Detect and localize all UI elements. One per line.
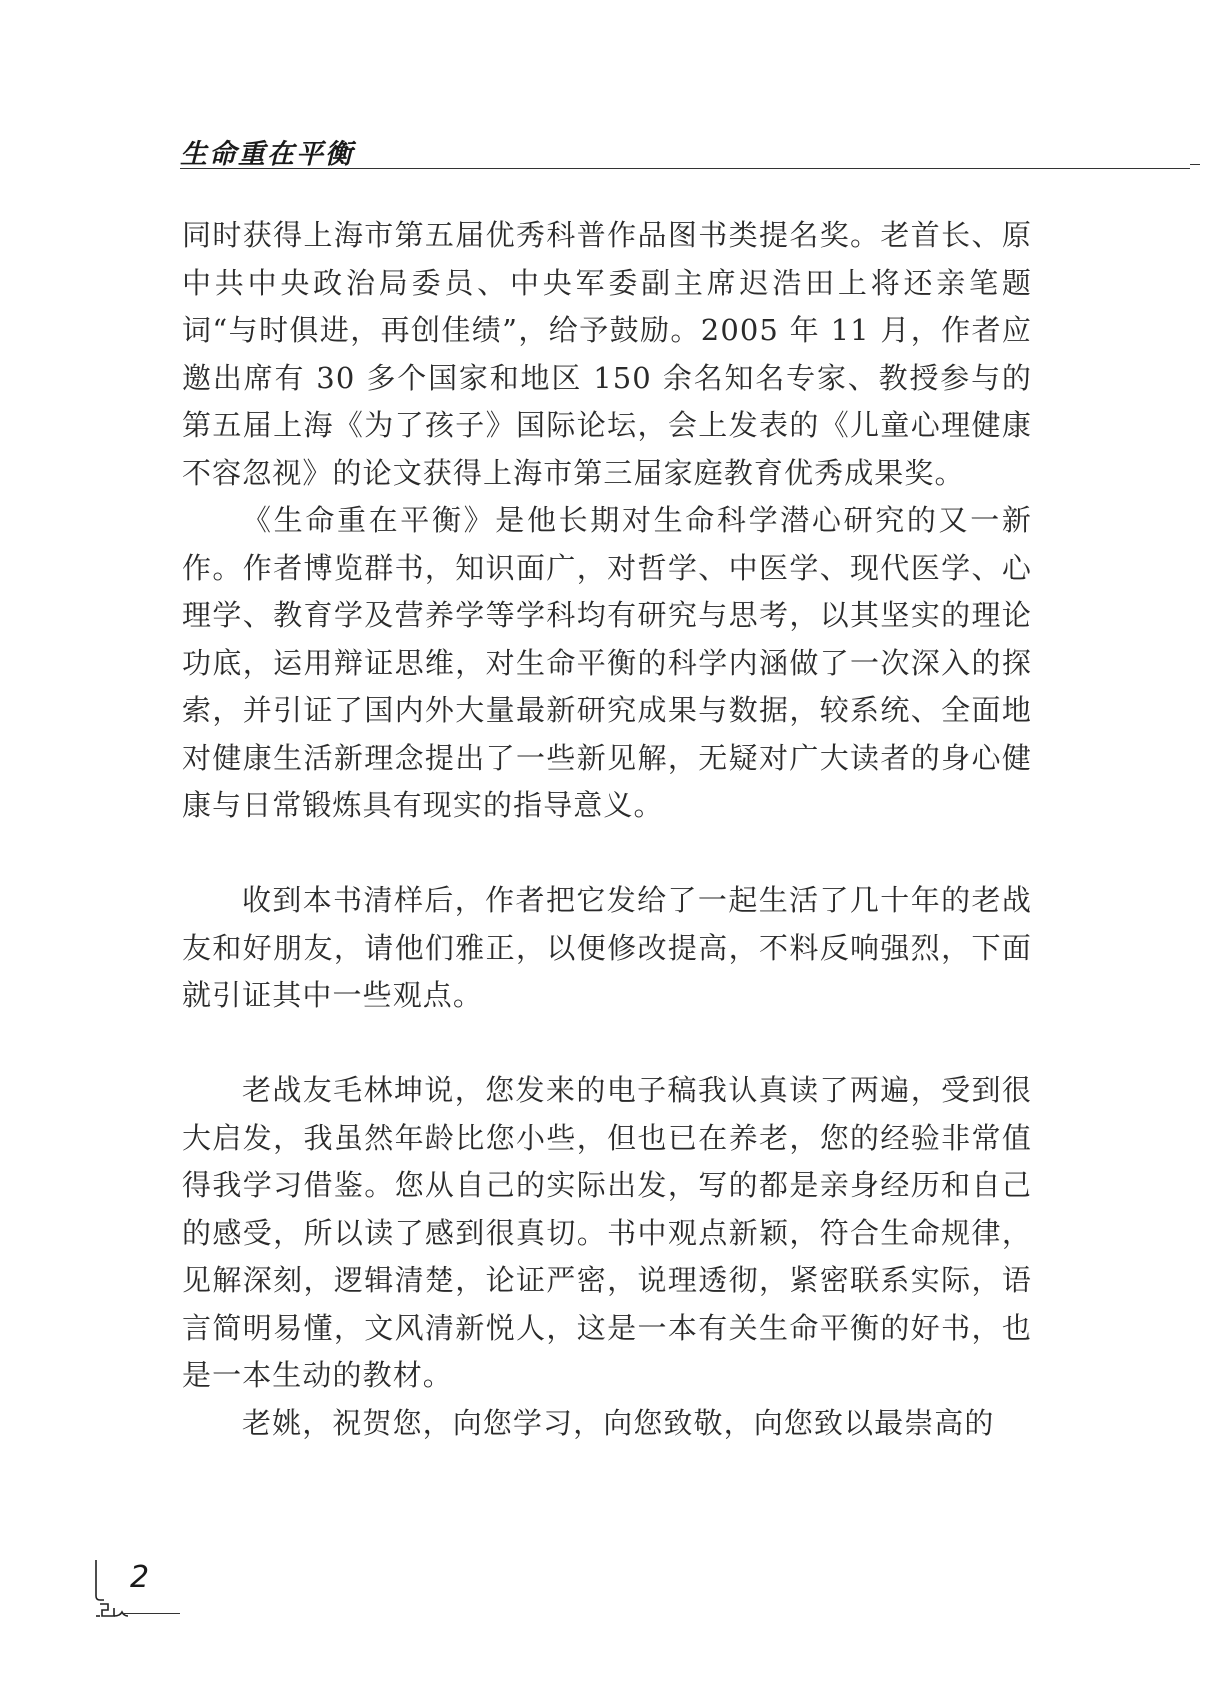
body-text [182, 212, 1032, 1447]
paragraph-gap [182, 830, 1032, 878]
running-header-title: 生命重在平衡 [180, 139, 354, 170]
paragraph-4: 老战友毛林坤说，您发来的电子稿我认真读了两遍，受到很大启发，我虽然年龄比您小些，但也已在养老，您的经验非常值得我学习借鉴。您从自己的实际出发，写的都是亲身经历和自己的感受，所以读了感到很真切。书中观点新颖，符合生命规律，见解深刻，逻辑清楚，论证严密，说理透彻，紧密联系实际，语言简明易懂，文风清新悦人，这是一本有关生命平衡的好书，也是一本生动的教材。 [182, 1073, 1032, 1392]
header-rule-tick [1190, 164, 1200, 165]
page-number: 2 [130, 1560, 150, 1595]
footer-rule [122, 1613, 180, 1614]
paragraph-5: 老姚，祝贺您，向您学习，向您致敬，向您致以最崇高的 [242, 1405, 995, 1440]
header-rule [180, 168, 1190, 169]
paragraph-2: 《生命重在平衡》是他长期对生命科学潜心研究的又一新作。作者博览群书，知识面广，对哲学、中医学、现代医学、心理学、教育学及营养学等学科均有研究与思考，以其坚实的理论功底，运用辩证思维，对生命平衡的科学内涵做了一次深入的探索，并引证了国内外大量最新研究成果与数据，较系统、全面地对健康生活新理念提出了一些新见解，无疑对广大读者的身心健康与日常锻炼具有现实的指导意义。 [182, 503, 1032, 822]
paragraph-1: 同时获得上海市第五届优秀科普作品图书类提名奖。老首长、原中共中央政治局委员、中央军委副主席迟浩田上将还亲笔题词“与时俱进，再创佳绩”，给予鼓励。2005 年 11 月，作者应邀出席有 30 多个国家和地区 150 余名知名专家、教授参与的第五届上海《为了孩子》国际论坛，会上发表的《儿童心理健康不容忽视》的论文获得上海市第三届家庭教育优秀成果奖。 [182, 218, 1032, 490]
paragraph-gap [182, 1020, 1032, 1068]
paragraph-3: 收到本书清样后，作者把它发给了一起生活了几十年的老战友和好朋友，请他们雅正，以便修改提高，不料反响强烈，下面就引证其中一些观点。 [182, 883, 1032, 1012]
